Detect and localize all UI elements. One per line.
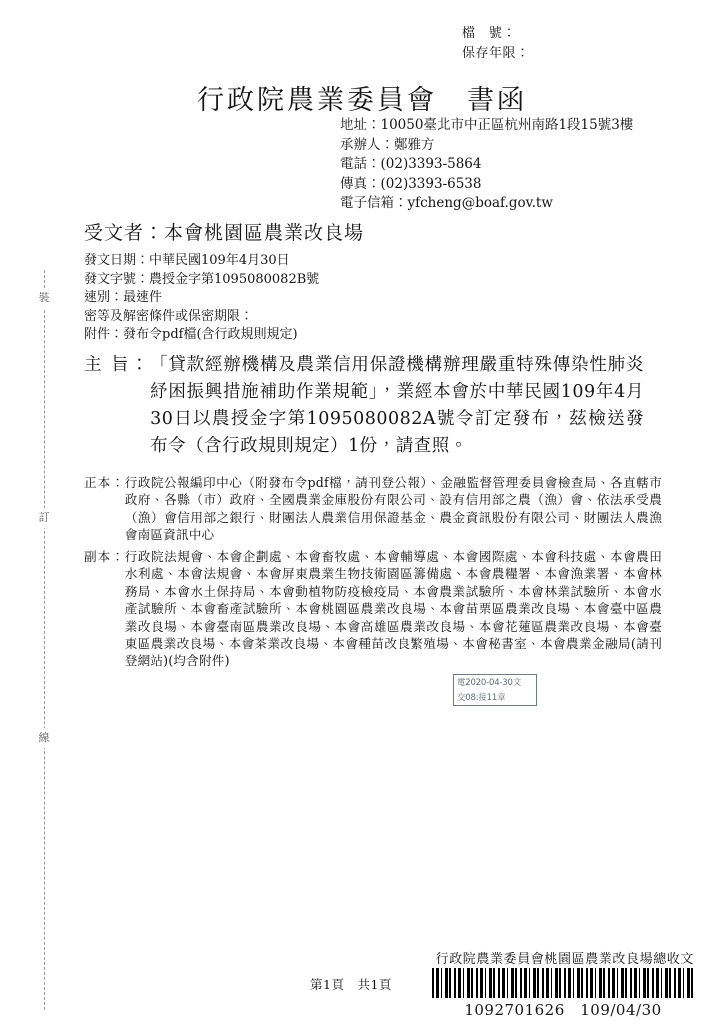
- contact-info-block: [340, 116, 633, 214]
- distribution-copy-text: 行政院法規會、本會企劃處、本會畜牧處、本會輔導處、本會國際處、本會科技處、本會農田水利處、本會法規會、本會屏東農業生物技術園區籌備處、本會農糧署、本會漁業署、本會林務局、本會水土保持局、本會動植物防疫檢疫局、本會農業試驗所、本會林業試驗所、本會水產試驗所、本會畜產試驗所、本會桃園區農業改良場、本會苗栗區農業改良場、本會臺中區農業改良場、本會臺南區農業改良場、本會高雄區農業改良場、本會花蓮區農業改良場、本會臺東區農業改良場、本會茶業改良場、本會種苗改良繁殖場、本會秘書室、本會農業金融局(請刊登網站)(均含附件): [124, 549, 662, 669]
- retention-period-label: 保存年限：: [462, 46, 530, 61]
- binding-mark-xian: 線: [34, 728, 54, 748]
- receipt-stamp: [453, 674, 537, 706]
- subject-label: 主 旨：: [84, 355, 151, 375]
- barcode-bars: [432, 968, 694, 998]
- meta-confidentiality: 密等及解密條件或保密期限：: [84, 308, 254, 324]
- footer-agency-name: 行政院農業委員會桃園區農業改良場總收文: [435, 952, 694, 967]
- distribution-original-text: 行政院公報編印中心（附發布令pdf檔，請刊登公報）、金融監督管理委員會檢查局、各直轄市政府、各縣（市）政府、全國農業金庫股份有限公司、設有信用部之農（漁）會、依法承受農（漁）會信用部之銀行、財團法人農業信用保證基金、農金資訊股份有限公司、財團法人農漁會南區資訊中心: [124, 475, 662, 543]
- distribution-copy-label: 副本：: [84, 549, 125, 564]
- contact-officer: 承辦人：鄭雅方: [340, 136, 435, 153]
- file-number-label: 檔 號：: [462, 26, 517, 41]
- document-metadata: [84, 252, 319, 345]
- contact-address: 地址：10050臺北市中正區杭州南路1段15號3樓: [340, 117, 634, 133]
- recipient-line: 受文者：本會桃園區農業改良場: [84, 222, 365, 244]
- subject-text: 「貸款經辦機構及農業信用保證機構辦理嚴重特殊傳染性肺炎紓困振興措施補助作業規範」，業經本會於中華民國109年4月30日以農授金字第1095080082A號令訂定發布，茲檢送發布令（含行政規則規定）1份，請查照。: [150, 355, 644, 456]
- meta-speed: 速別：最速件: [84, 290, 163, 305]
- receipt-stamp-line-1: 電2020-04-30文: [457, 678, 521, 688]
- barcode: [432, 968, 694, 1020]
- page-title: 行政院農業委員會 書函: [197, 85, 527, 116]
- page-number: 第1頁 共1頁: [310, 977, 392, 992]
- contact-phone: 電話：(02)3393-5864: [340, 156, 482, 172]
- contact-email: 電子信箱：yfcheng@boaf.gov.tw: [340, 195, 553, 211]
- distribution-original-label: 正本：: [84, 475, 125, 490]
- receipt-stamp-line-2: 交08:接11章: [457, 693, 506, 703]
- subject-section: [84, 352, 644, 460]
- meta-attachment: 附件：發布令pdf檔(含行政規則規定): [84, 327, 298, 342]
- binding-mark-ding: 訂: [34, 508, 54, 528]
- meta-issue-date: 發文日期：中華民國109年4月30日: [84, 253, 290, 268]
- barcode-text: 1092701626 109/04/30: [464, 1001, 662, 1019]
- binding-dashed-line: [44, 270, 45, 1010]
- distribution-original: [84, 474, 662, 544]
- archive-header: [462, 24, 530, 64]
- distribution-copy: [84, 548, 662, 670]
- meta-document-number: 發文字號：農授金字第1095080082B號: [84, 271, 320, 287]
- binding-mark-zhuang: 裝: [34, 288, 54, 308]
- contact-fax: 傳真：(02)3393-6538: [340, 175, 482, 192]
